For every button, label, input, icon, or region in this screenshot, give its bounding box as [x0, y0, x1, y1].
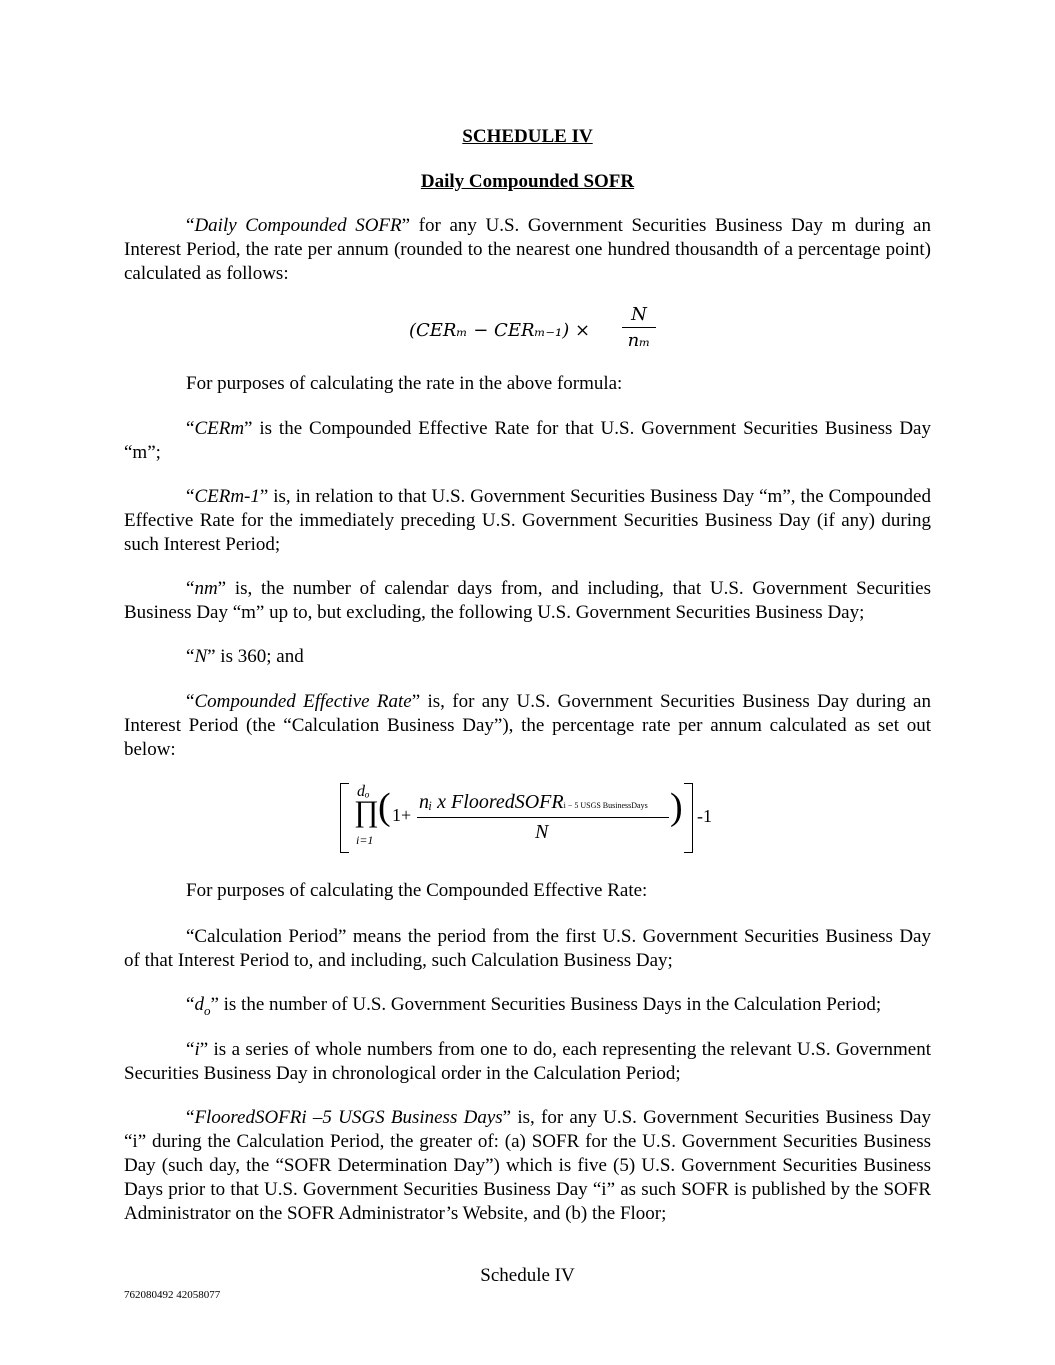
- paragraph-text: ” is a series of whole numbers from one to do, each representing the relevant U.S. Government Securities Business Day in chronological order in the Calculation Period;: [124, 1039, 931, 1084]
- document-id: 762080492 42058077: [124, 1289, 221, 1301]
- fraction-bar: [622, 327, 656, 328]
- defined-term: CERm-1: [194, 486, 260, 507]
- schedule-title: SCHEDULE IV: [462, 126, 593, 147]
- defined-term-subscript: o: [203, 1002, 211, 1018]
- paragraph-definition-nm: “nm” is, the number of calendar days from, and including, that U.S. Government Securities Business Day “m” up to, but excluding, the following U.S. Government Securities Business Day;: [124, 578, 931, 623]
- formula-compounded-effective-rate: [340, 783, 720, 855]
- paragraph-text: ” is, the number of calendar days from, and including, that U.S. Government Securities Business Day “m” up to, but excluding, the following U.S. Government Securities Business Day;: [124, 578, 931, 623]
- product-upper-limit: dₒ: [357, 783, 370, 800]
- paragraph-text: ” is 360; and: [207, 646, 304, 667]
- left-paren: (: [378, 786, 391, 828]
- section-title: Daily Compounded SOFR: [420, 171, 635, 192]
- paragraph-definition-cerm-1: “CERm-1” is, in relation to that U.S. Government Securities Business Day “m”, the Compounded Effective Rate for the immediately preceding U.S. Government Securities Business Day (if any) during such Interest Period;: [124, 486, 931, 555]
- right-bracket: [684, 783, 693, 853]
- numerator-subscript: i − 5 USGS BusinessDays: [563, 801, 648, 810]
- formula-expression: (CERₘ − CERₘ₋₁) ×: [409, 320, 591, 341]
- defined-term: FlooredSOFRi –5 USGS Business Days: [194, 1107, 503, 1128]
- defined-term: N: [194, 646, 208, 667]
- numerator-main: nᵢ x FlooredSOFR: [419, 791, 564, 813]
- formula-numerator: [419, 791, 648, 814]
- fraction-bar: [417, 817, 669, 818]
- paragraph-text: ” is, in relation to that U.S. Government Securities Business Day “m”, the Compounded Effective Rate for the immediately preceding U.S. Government Securities Business Day (if any) during such Interest Period;: [124, 486, 931, 555]
- minus-one: -1: [697, 806, 712, 826]
- defined-term: CERm: [194, 418, 245, 439]
- left-bracket: [340, 783, 349, 853]
- paragraph-text: ” is, for any U.S. Government Securities Business Day during an Interest Period (the “Calculation Business Day”), the percentage rate per annum calculated as set out below:: [124, 691, 931, 760]
- paragraph-definition-cerm: “CERm” is the Compounded Effective Rate for that U.S. Government Securities Business Day “m”;: [124, 418, 931, 463]
- formula-numerator: N: [631, 304, 647, 325]
- formula-daily-compounded-sofr: [409, 302, 669, 362]
- paragraph-definition-cer: “Compounded Effective Rate” is, for any U.S. Government Securities Business Day during an Interest Period (the “Calculation Business Day”), the percentage rate per annum calculated as set out below:: [124, 691, 931, 760]
- formula-denominator: nₘ: [627, 330, 651, 351]
- paragraph-text: ” is, for any U.S. Government Securities Business Day “i” during the Calculation Period, the greater of: (a) SOFR for the U.S. Government Securities Business Day (such day, the “SOFR Determination Day”) which is five (5) U.S. Government Securities Business Days prior to that U.S. Government Securities Business Day “i” as such SOFR is published by the SOFR Administrator on the SOFR Administrator’s Website, and (b) the Floor;: [124, 1107, 931, 1224]
- paragraph-definition-n: “N” is 360; and: [186, 646, 304, 667]
- paragraph-text: ” for any U.S. Government Securities Business Day m during an Interest Period, the rate per annum (rounded to the nearest one hundred thousandth of a percentage point) calculated as follows:: [124, 215, 931, 284]
- page-footer: Schedule IV: [480, 1265, 575, 1286]
- paragraph-definition-i: “i” is a series of whole numbers from one to do, each representing the relevant U.S. Government Securities Business Day in chronological order in the Calculation Period;: [124, 1039, 931, 1084]
- paragraph-definition-daily-sofr: “Daily Compounded SOFR” for any U.S. Government Securities Business Day m during an Interest Period, the rate per annum (rounded to the nearest one hundred thousandth of a percentage point) calculated as follows:: [124, 215, 931, 284]
- paragraph-purposes-cer: For purposes of calculating the Compounded Effective Rate:: [186, 880, 648, 901]
- defined-term: Daily Compounded SOFR: [194, 215, 402, 236]
- one-plus: 1+: [392, 805, 412, 825]
- right-paren: ): [670, 786, 683, 828]
- paragraph-definition-calculation-period: “Calculation Period” means the period from the first U.S. Government Securities Business Day of that Interest Period to, and including, such Calculation Business Day;: [124, 926, 931, 971]
- defined-term: i: [194, 1039, 200, 1060]
- defined-term: Compounded Effective Rate: [194, 691, 412, 712]
- paragraph-definition-do: “$d_o$” is the number of U.S. Government Securities Business Days in the Calculation Period;: [186, 994, 882, 1018]
- product-symbol: ∏: [354, 795, 379, 828]
- paragraph-text: ” is the number of U.S. Government Securities Business Days in the Calculation Period;: [210, 994, 882, 1015]
- defined-term: d: [194, 994, 204, 1015]
- paragraph-text: ” is the Compounded Effective Rate for that U.S. Government Securities Business Day “m”;: [124, 418, 931, 463]
- formula-denominator: N: [535, 821, 549, 843]
- product-lower-limit: i=1: [356, 833, 374, 847]
- paragraph-definition-floored-sofr: “FlooredSOFRi –5 USGS Business Days” is, for any U.S. Government Securities Business Day “i” during the Calculation Period, the greater of: (a) SOFR for the U.S. Government Securities Business Day (such day, the “SOFR Determination Day”) which is five (5) U.S. Government Securities Business Days prior to that U.S. Government Securities Business Day “i” as such SOFR is published by the SOFR Administrator on the SOFR Administrator’s Website, and (b) the Floor;: [124, 1107, 931, 1224]
- formula-fraction: [622, 304, 656, 351]
- paragraph-purposes-formula: For purposes of calculating the rate in the above formula:: [186, 373, 623, 394]
- defined-term: nm: [194, 578, 218, 599]
